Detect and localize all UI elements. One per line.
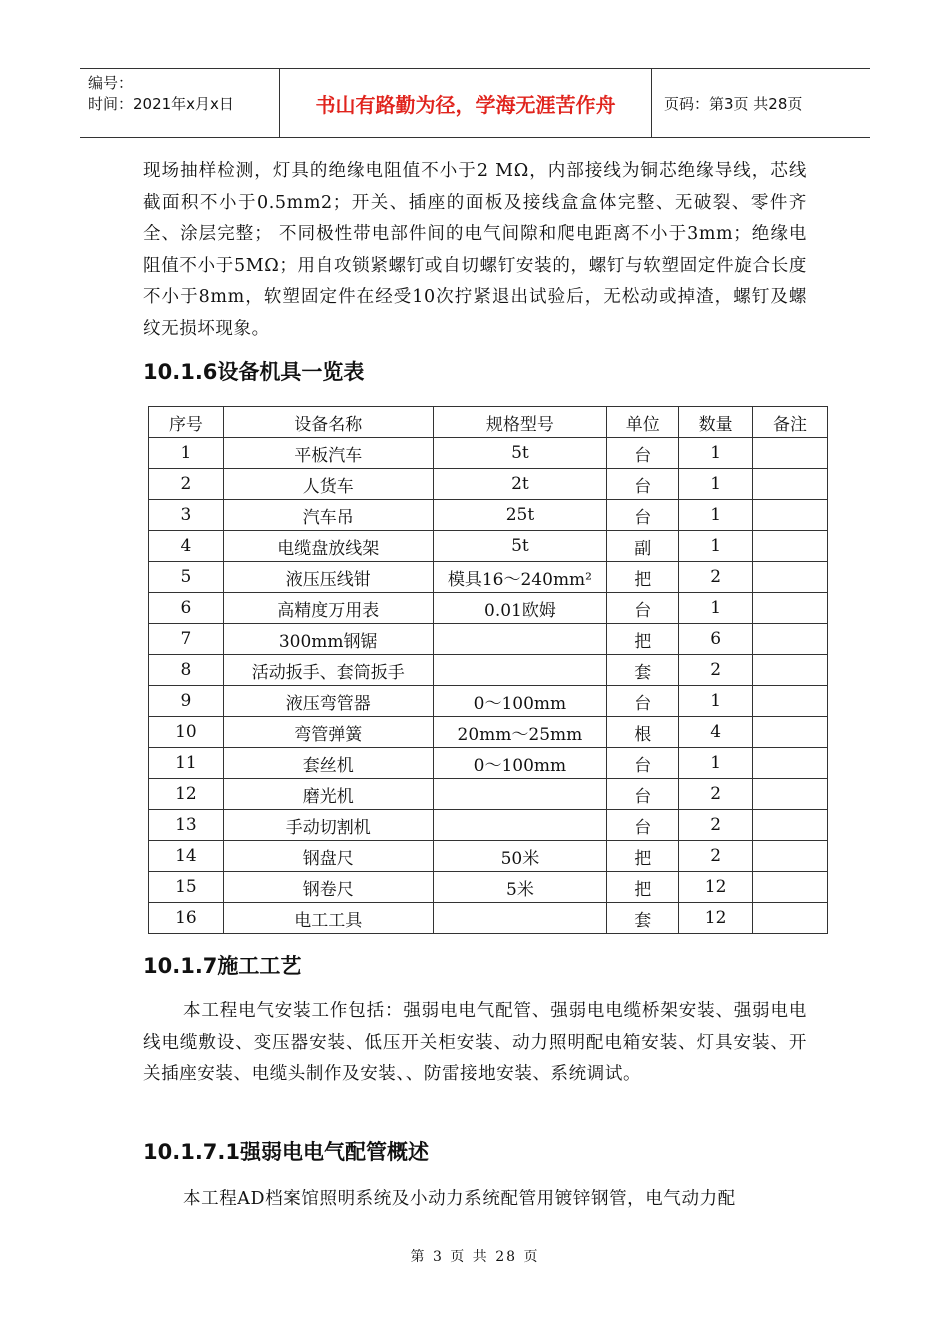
table-row xyxy=(149,779,828,810)
paragraph-inspection: 现场抽样检测，灯具的绝缘电阻值不小于2 MΩ，内部接线为铜芯绝缘导线，芯线截面积不小于0.5mm2；开关、插座的面板及接线盒盒体完整、无破裂、零件齐全、涂层完整； 不同极性带电部件间的电气间隙和爬电距离不小于3mm；绝缘电阻值不小于5MΩ；用自攻锁紧螺钉或自切螺钉安装的，螺钉与软塑固定件旋合长度不小于8mm，软塑固定件在经受10次拧紧退出试验后，无松动或掉渣，螺钉及螺纹无损坏现象。 xyxy=(143,161,807,339)
table-cell: 2 xyxy=(679,841,753,872)
section-heading-conduit: 10.1.7.1强弱电电气配管概述 xyxy=(143,1140,429,1164)
table-cell: 6 xyxy=(679,624,753,655)
table-row xyxy=(149,872,828,903)
table-header-row xyxy=(149,407,828,438)
table-cell: 电缆盘放线架 xyxy=(223,531,433,562)
table-cell: 人货车 xyxy=(223,469,433,500)
page-footer: 第 3 页 共 28 页 xyxy=(410,1249,540,1265)
table-cell xyxy=(753,469,828,500)
table-cell: 1 xyxy=(679,469,753,500)
table-cell: 13 xyxy=(149,810,224,841)
table-cell xyxy=(753,438,828,469)
header-left-cell xyxy=(80,69,280,137)
table-cell: 1 xyxy=(679,686,753,717)
table-cell: 液压压线钳 xyxy=(223,562,433,593)
table-cell: 副 xyxy=(607,531,679,562)
table-cell: 套 xyxy=(607,903,679,934)
table-cell: 1 xyxy=(679,438,753,469)
table-cell xyxy=(753,624,828,655)
table-cell: 12 xyxy=(149,779,224,810)
table-cell xyxy=(753,562,828,593)
table-body xyxy=(149,438,828,934)
table-header-cell: 备注 xyxy=(753,407,828,438)
table-cell: 台 xyxy=(607,748,679,779)
table-cell: 2 xyxy=(679,779,753,810)
table-cell: 4 xyxy=(149,531,224,562)
table-row xyxy=(149,562,828,593)
table-cell xyxy=(433,624,607,655)
table-cell: 0～100mm xyxy=(433,748,607,779)
table-cell: 把 xyxy=(607,624,679,655)
table-cell xyxy=(433,655,607,686)
table-cell: 1 xyxy=(679,748,753,779)
table-cell: 12 xyxy=(679,903,753,934)
table-cell: 根 xyxy=(607,717,679,748)
date-label: 时间：2021年x月x日 xyxy=(88,95,234,113)
table-cell: 2 xyxy=(679,655,753,686)
section-heading-equipment: 10.1.6设备机具一览表 xyxy=(143,360,365,384)
table-cell: 9 xyxy=(149,686,224,717)
table-cell xyxy=(753,593,828,624)
table-cell: 2 xyxy=(149,469,224,500)
table-cell: 液压弯管器 xyxy=(223,686,433,717)
table-row xyxy=(149,686,828,717)
table-cell: 台 xyxy=(607,779,679,810)
table-cell xyxy=(753,903,828,934)
table-row xyxy=(149,438,828,469)
table-cell: 11 xyxy=(149,748,224,779)
table-cell: 把 xyxy=(607,872,679,903)
table-cell xyxy=(753,717,828,748)
table-row xyxy=(149,717,828,748)
table-cell: 8 xyxy=(149,655,224,686)
table-cell xyxy=(753,655,828,686)
table-cell: 0.01欧姆 xyxy=(433,593,607,624)
table-row xyxy=(149,593,828,624)
table-cell: 6 xyxy=(149,593,224,624)
table-cell: 平板汽车 xyxy=(223,438,433,469)
header-page-label: 页码：第3页 共28页 xyxy=(664,94,803,113)
table-row xyxy=(149,841,828,872)
table-header-cell: 设备名称 xyxy=(223,407,433,438)
table-row xyxy=(149,531,828,562)
table-header-cell: 单位 xyxy=(607,407,679,438)
table-header-cell: 序号 xyxy=(149,407,224,438)
table-cell: 高精度万用表 xyxy=(223,593,433,624)
table-cell xyxy=(433,903,607,934)
table-cell: 模具16～240mm² xyxy=(433,562,607,593)
table-cell: 25t xyxy=(433,500,607,531)
table-cell: 弯管弹簧 xyxy=(223,717,433,748)
table-cell xyxy=(433,779,607,810)
table-cell: 20mm～25mm xyxy=(433,717,607,748)
paragraph-scope: 本工程电气安装工作包括：强弱电电气配管、强弱电电缆桥架安装、强弱电电线电缆敷设、变压器安装、低压开关柜安装、动力照明配电箱安装、灯具安装、开关插座安装、电缆头制作及安装、、防雷接地安装、系统调试。 xyxy=(143,1001,807,1084)
table-cell: 16 xyxy=(149,903,224,934)
table-cell: 汽车吊 xyxy=(223,500,433,531)
table-cell: 3 xyxy=(149,500,224,531)
table-row xyxy=(149,748,828,779)
paragraph-conduit: 本工程AD档案馆照明系统及小动力系统配管用镀锌钢管，电气动力配 xyxy=(183,1189,736,1209)
table-cell xyxy=(753,500,828,531)
table-cell: 1 xyxy=(679,500,753,531)
table-cell xyxy=(753,748,828,779)
table-cell: 台 xyxy=(607,686,679,717)
table-row xyxy=(149,624,828,655)
table-cell xyxy=(753,531,828,562)
table-cell: 5 xyxy=(149,562,224,593)
table-cell: 5t xyxy=(433,531,607,562)
table-cell: 1 xyxy=(679,531,753,562)
section-heading-process: 10.1.7施工工艺 xyxy=(143,954,302,978)
table-row xyxy=(149,655,828,686)
table-cell: 台 xyxy=(607,593,679,624)
table-cell: 12 xyxy=(679,872,753,903)
table-cell: 台 xyxy=(607,500,679,531)
table-cell xyxy=(753,779,828,810)
table-cell: 15 xyxy=(149,872,224,903)
table-cell: 台 xyxy=(607,810,679,841)
table-cell: 把 xyxy=(607,562,679,593)
table-cell: 14 xyxy=(149,841,224,872)
table-row xyxy=(149,469,828,500)
table-cell: 0～100mm xyxy=(433,686,607,717)
table-cell: 7 xyxy=(149,624,224,655)
table-cell: 把 xyxy=(607,841,679,872)
table-row xyxy=(149,903,828,934)
page-header xyxy=(80,68,870,138)
table-cell: 磨光机 xyxy=(223,779,433,810)
table-cell xyxy=(753,810,828,841)
table-cell: 5t xyxy=(433,438,607,469)
table-cell: 1 xyxy=(679,593,753,624)
table-cell: 套 xyxy=(607,655,679,686)
equipment-table xyxy=(148,406,828,934)
table-cell: 50米 xyxy=(433,841,607,872)
table-cell: 5米 xyxy=(433,872,607,903)
number-label: 编号： xyxy=(88,74,134,92)
table-cell: 1 xyxy=(149,438,224,469)
header-motto: 书山有路勤为径，学海无涯苦作舟 xyxy=(280,69,652,137)
table-cell: 2t xyxy=(433,469,607,500)
table-cell: 钢盘尺 xyxy=(223,841,433,872)
table-cell: 台 xyxy=(607,438,679,469)
table-header-cell: 规格型号 xyxy=(433,407,607,438)
table-cell xyxy=(753,872,828,903)
table-cell: 2 xyxy=(679,810,753,841)
table-cell: 活动扳手、套筒扳手 xyxy=(223,655,433,686)
table-cell: 2 xyxy=(679,562,753,593)
table-cell: 手动切割机 xyxy=(223,810,433,841)
table-cell: 300mm钢锯 xyxy=(223,624,433,655)
table-row xyxy=(149,810,828,841)
table-cell xyxy=(433,810,607,841)
table-cell: 钢卷尺 xyxy=(223,872,433,903)
table-row xyxy=(149,500,828,531)
table-header-cell: 数量 xyxy=(679,407,753,438)
table-cell xyxy=(753,686,828,717)
table-cell: 10 xyxy=(149,717,224,748)
table-cell: 套丝机 xyxy=(223,748,433,779)
table-cell: 电工工具 xyxy=(223,903,433,934)
table-cell xyxy=(753,841,828,872)
table-cell: 台 xyxy=(607,469,679,500)
table-cell: 4 xyxy=(679,717,753,748)
